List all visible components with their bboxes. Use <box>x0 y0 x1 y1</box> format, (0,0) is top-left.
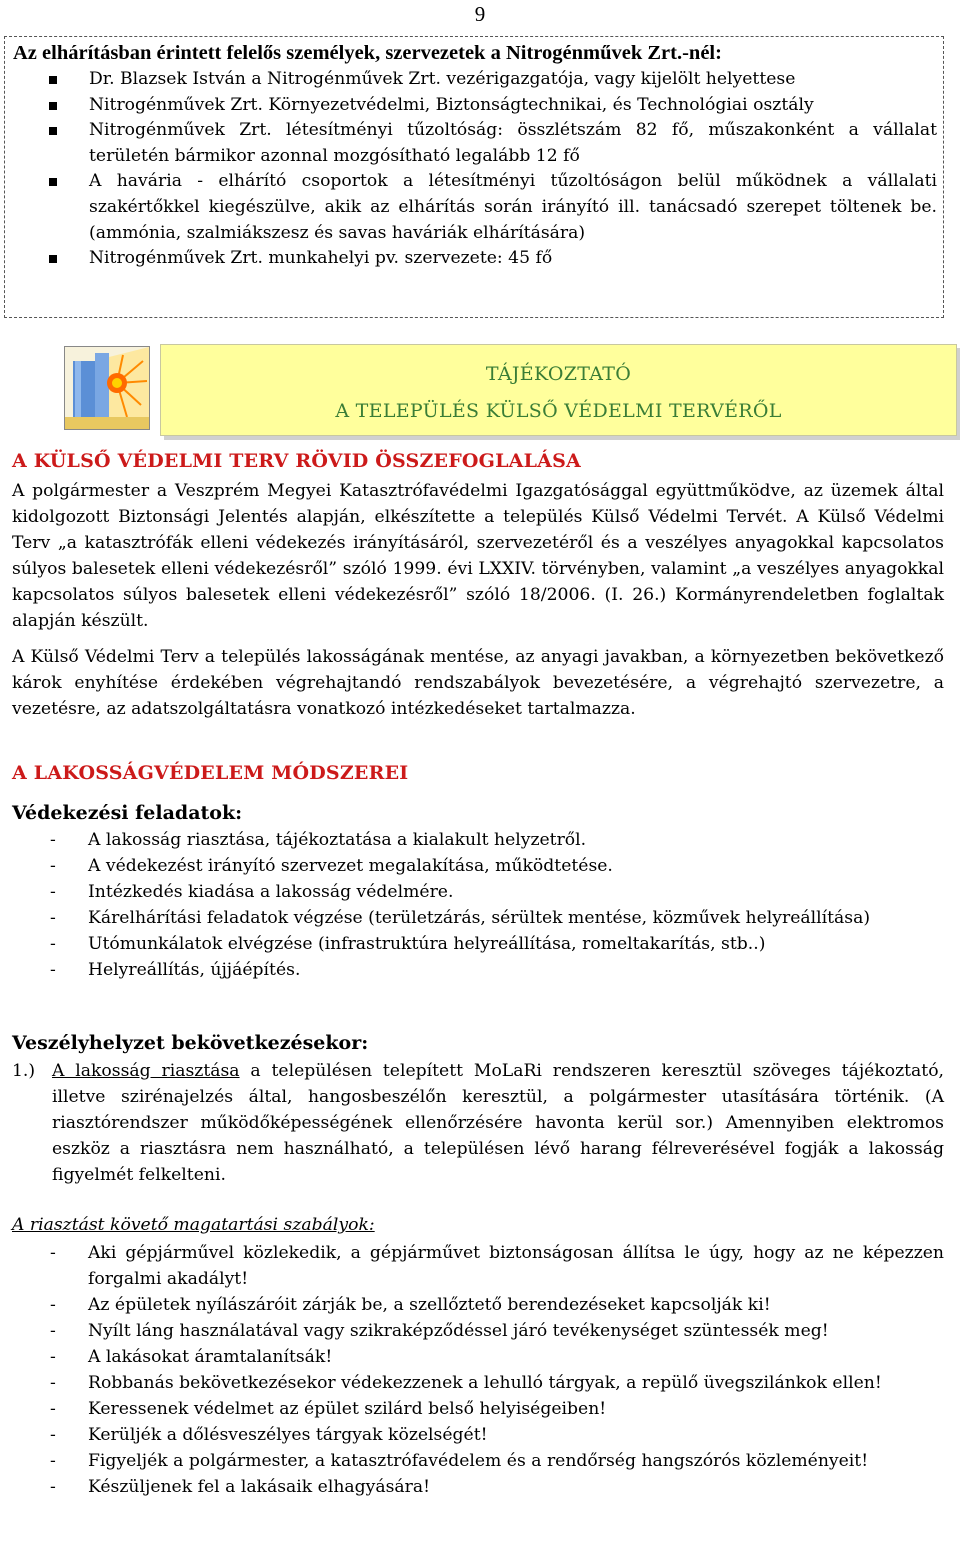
list-item: Nitrogénművek Zrt. létesítményi tűzoltóság: összlétszám 82 fő, műszakonként a vállalat területén bármikor azonnal mozgósítható legalább 12 fő <box>13 118 937 169</box>
emergency-heading: Veszélyhelyzet bekövetkezésekor: <box>12 1032 369 1054</box>
square-bullet-icon <box>49 102 57 110</box>
summary-paragraph-1: A polgármester a Veszprém Megyei Katasztrófavédelmi Igazgatósággal együttműködve, az üzemek által kidolgozott Biztonsági Jelentés alapján, elkészítette a település Külső Védelmi Tervét. A Külső Védelmi Terv „a katasztrófák elleni védekezés irányításáról, szervezetéről és a veszélyes anyagokkal kapcsolatos súlyos balesetek elleni védekezésről” szóló 1999. évi LXXIV. törvényben, valamint „a veszélyes anyagokkal kapcsolatos súlyos balesetek elleni védekezésről” szóló 18/2006. (I. 26.) Kormányrendeletben foglaltak alapján készült. <box>12 481 944 631</box>
tasks-heading: Védekezési feladatok: <box>12 802 243 824</box>
list-item: - A lakosság riasztása, tájékoztatása a kialakult helyzetről. <box>50 830 587 850</box>
list-item: - Intézkedés kiadása a lakosság védelmére. <box>50 882 454 902</box>
building-fire-icon <box>64 346 150 430</box>
list-item: Nitrogénművek Zrt. munkahelyi pv. szervezete: 45 fő <box>13 246 937 272</box>
emergency-item-1: 1.) A lakosság riasztása a településen telepített MoLaRi rendszeren keresztül szöveges tájékoztató, illetve szirénajelzés által, hangosbeszélőn keresztül, a polgármester utasítására történik. (A riasztórendszer működőképességének ellenőrzésére havonta kerül sor.) Amennyiben elektromos eszköz a riasztásra nem használható, a településen lévő harang félreverésével fogják a lakosság figyelmét felkelteni. <box>12 1061 945 1185</box>
responsibles-list <box>13 67 937 272</box>
list-item: - Nyílt láng használatával vagy szikraképződéssel járó tevékenységet szüntessék meg! <box>50 1321 829 1341</box>
page-number: 9 <box>474 2 486 26</box>
list-item: Dr. Blazsek István a Nitrogénművek Zrt. vezérigazgatója, vagy kijelölt helyettese <box>13 67 937 93</box>
tasks-list <box>12 827 944 983</box>
banner-subtitle: A TELEPÜLÉS KÜLSŐ VÉDELMI TERVÉRŐL <box>335 400 782 422</box>
list-item: - A védekezést irányító szervezet megalakítása, működtetése. <box>50 856 613 876</box>
responsibles-title: Az elhárításban érintett felelős személyek, szervezetek a Nitrogénművek Zrt.-nél: <box>13 42 722 64</box>
list-item: - Készüljenek fel a lakásaik elhagyására! <box>50 1477 431 1497</box>
list-item: - A lakásokat áramtalanítsák! <box>50 1347 333 1367</box>
banner-title-box <box>160 344 957 436</box>
square-bullet-icon <box>49 127 57 135</box>
list-item: Nitrogénművek Zrt. Környezetvédelmi, Biztonságtechnikai, és Technológiai osztály <box>13 93 937 119</box>
summary-paragraph-2: A Külső Védelmi Terv a település lakosságának mentése, az anyagi javakban, a környezetben bekövetkező károk enyhítése érdekében végrehajtandó rendszabályok bevezetésére, a végrehajtó szervezetre, a vezetésre, az adatszolgáltatásra vonatkozó intézkedéseket tartalmazza. <box>12 647 944 719</box>
square-bullet-icon <box>49 76 57 84</box>
list-item: - Figyeljék a polgármester, a katasztrófavédelem és a rendőrség hangszórós közleményeit! <box>50 1451 869 1471</box>
rules-heading: A riasztást követő magatartási szabályok: <box>12 1215 375 1235</box>
list-item: - Keressenek védelmet az épület szilárd belső helyiségeiben! <box>50 1399 607 1419</box>
responsibles-box <box>4 36 944 318</box>
list-item: - Helyreállítás, újjáépítés. <box>50 960 301 980</box>
banner <box>60 342 960 438</box>
list-item: - Utómunkálatok elvégzése (infrastruktúra helyreállítása, romeltakarítás, stb..) <box>50 934 766 954</box>
methods-heading: A LAKOSSÁGVÉDELEM MÓDSZEREI <box>12 762 409 784</box>
rules-list <box>12 1240 944 1500</box>
summary-heading: A KÜLSŐ VÉDELMI TERV RÖVID ÖSSZEFOGLALÁSA <box>12 450 581 472</box>
list-item: - Az épületek nyílászáróit zárják be, a szellőztető berendezéseket kapcsolják ki! <box>50 1295 771 1315</box>
list-item: - Aki gépjárművel közlekedik, a gépjárművet biztonságosan állítsa le úgy, hogy az ne képezzen forgalmi akadályt! <box>50 1243 944 1289</box>
list-item: - Kerüljék a dőlésveszélyes tárgyak közelségét! <box>50 1425 488 1445</box>
banner-title: TÁJÉKOZTATÓ <box>485 363 632 385</box>
square-bullet-icon <box>49 178 57 186</box>
list-item: - Kárelhárítási feladatok végzése (területzárás, sérültek mentése, közművek helyreállítása) <box>50 908 871 928</box>
list-item: A havária - elhárító csoportok a létesítményi tűzoltóságon belül működnek a vállalati szakértőkkel kiegészülve, akik az elhárítás során irányító ill. tanácsadó szerepet töltenek be. (ammónia, szalmiákszesz és savas haváriák elhárítására) <box>13 169 937 246</box>
list-item: - Robbanás bekövetkezésekor védekezzenek a lehulló tárgyak, a repülő üvegszilánkok ellen! <box>50 1373 882 1393</box>
square-bullet-icon <box>49 255 57 263</box>
